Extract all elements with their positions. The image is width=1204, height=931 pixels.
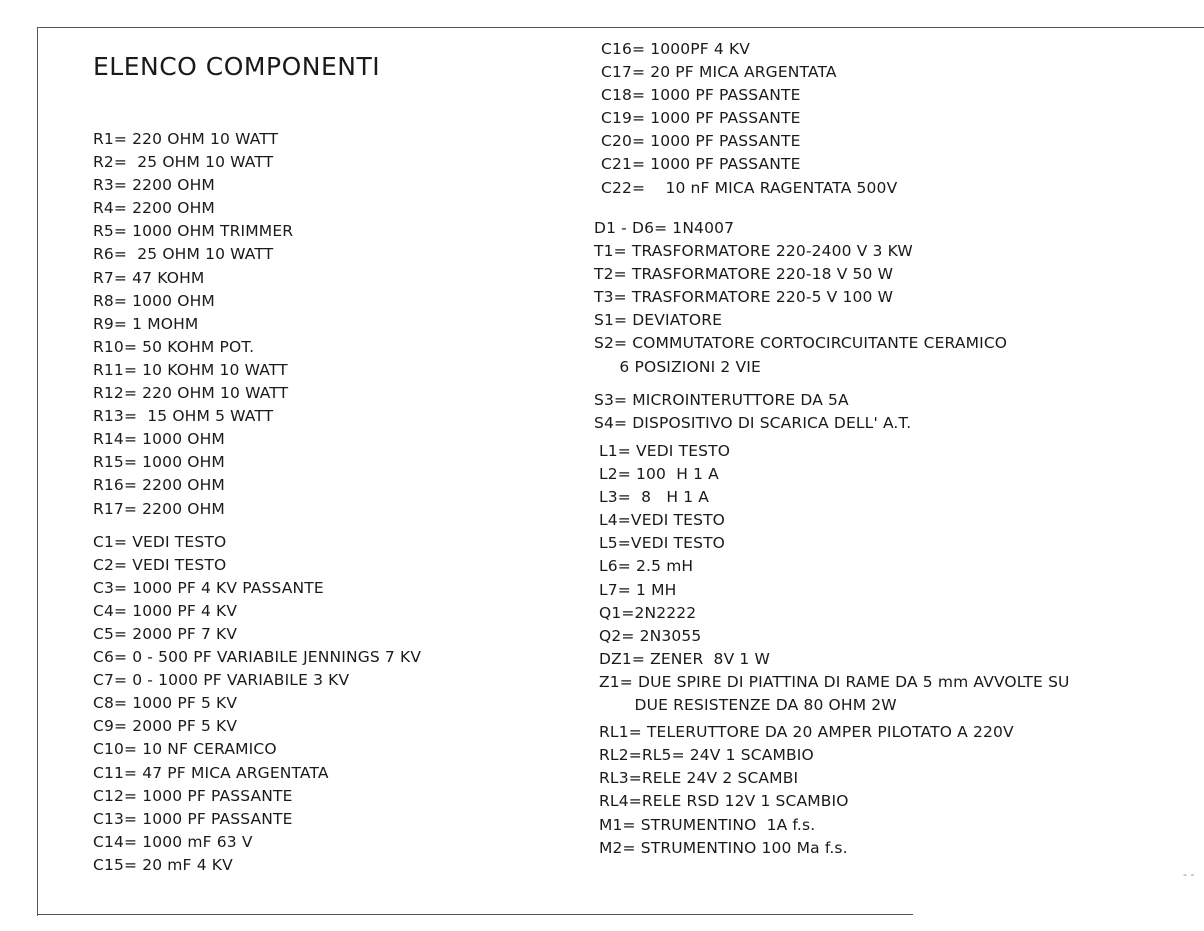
- list-item: L6= 2.5 mH: [599, 557, 694, 576]
- list-item: C2= VEDI TESTO: [93, 555, 227, 574]
- list-item: 6 POSIZIONI 2 VIE: [594, 357, 761, 376]
- list-item: C22= 10 nF MICA RAGENTATA 500V: [601, 178, 898, 197]
- list-item: R3= 2200 OHM: [93, 176, 215, 195]
- list-item: C6= 0 - 500 PF VARIABILE JENNINGS 7 KV: [93, 648, 422, 667]
- bottom-rule: [37, 914, 913, 915]
- list-item: R12= 220 OHM 10 WATT: [93, 384, 289, 403]
- list-item: Z1= DUE SPIRE DI PIATTINA DI RAME DA 5 mm AVVOLTE SU: [599, 672, 1070, 691]
- component-list-capacitors: [601, 38, 897, 200]
- list-item: C12= 1000 PF PASSANTE: [93, 786, 293, 805]
- list-item: R7= 47 KOHM: [93, 268, 205, 287]
- list-item: R10= 50 KOHM POT.: [93, 337, 255, 356]
- list-item: M2= STRUMENTINO 100 Ma f.s.: [599, 838, 848, 857]
- list-item: R14= 1000 OHM: [93, 430, 225, 449]
- page-title: ELENCO COMPONENTI: [93, 52, 381, 81]
- list-item: C4= 1000 PF 4 KV: [93, 601, 238, 620]
- list-item: T1= TRASFORMATORE 220-2400 V 3 KW: [594, 242, 913, 261]
- list-item: RL2=RL5= 24V 1 SCAMBIO: [599, 746, 814, 765]
- list-item: S2= COMMUTATORE CORTOCIRCUITANTE CERAMICO: [594, 334, 1008, 353]
- list-item: R11= 10 KOHM 10 WATT: [93, 360, 288, 379]
- list-item: R4= 2200 OHM: [93, 199, 215, 218]
- list-item: C11= 47 PF MICA ARGENTATA: [93, 763, 329, 782]
- list-item: L1= VEDI TESTO: [599, 442, 731, 460]
- scan-artifact-mark: - -: [1183, 868, 1195, 881]
- list-item: RL1= TELERUTTORE DA 20 AMPER PILOTATO A 220V: [599, 723, 1014, 742]
- component-list-left: [93, 128, 421, 877]
- list-item: L5=VEDI TESTO: [599, 534, 726, 553]
- list-item: DZ1= ZENER 8V 1 W: [599, 649, 770, 668]
- list-item: S1= DEVIATORE: [594, 311, 723, 330]
- list-item: C21= 1000 PF PASSANTE: [601, 155, 801, 174]
- list-item: L4=VEDI TESTO: [599, 511, 726, 530]
- list-item: R6= 25 OHM 10 WATT: [93, 245, 274, 264]
- list-item: Q1=2N2222: [599, 603, 697, 622]
- list-item: RL3=RELE 24V 2 SCAMBI: [599, 769, 799, 788]
- list-item: C13= 1000 PF PASSANTE: [93, 809, 293, 828]
- list-item: L7= 1 MH: [599, 580, 677, 599]
- list-item: R16= 2200 OHM: [93, 476, 225, 495]
- list-item: T3= TRASFORMATORE 220-5 V 100 W: [594, 288, 894, 307]
- list-item: R1= 220 OHM 10 WATT: [93, 130, 279, 148]
- list-item: R13= 15 OHM 5 WATT: [93, 407, 274, 426]
- list-item: D1 - D6= 1N4007: [594, 219, 735, 237]
- list-item: C16= 1000PF 4 KV: [601, 40, 751, 58]
- list-item: R8= 1000 OHM: [93, 291, 215, 310]
- list-item: C3= 1000 PF 4 KV PASSANTE: [93, 578, 324, 597]
- list-item: C18= 1000 PF PASSANTE: [601, 86, 801, 105]
- list-item: C15= 20 mF 4 KV: [93, 855, 233, 874]
- list-item: M1= STRUMENTINO 1A f.s.: [599, 815, 816, 834]
- list-item: T2= TRASFORMATORE 220-18 V 50 W: [594, 265, 894, 284]
- component-list-inductors-relays: [599, 440, 1070, 860]
- list-item: C17= 20 PF MICA ARGENTATA: [601, 63, 837, 82]
- list-item: DUE RESISTENZE DA 80 OHM 2W: [599, 696, 897, 715]
- list-item: C8= 1000 PF 5 KV: [93, 694, 238, 713]
- list-item: C1= VEDI TESTO: [93, 532, 227, 551]
- list-item: R2= 25 OHM 10 WATT: [93, 153, 274, 172]
- list-item: R15= 1000 OHM: [93, 453, 225, 472]
- list-item: R9= 1 MOHM: [93, 314, 199, 333]
- list-item: C19= 1000 PF PASSANTE: [601, 109, 801, 128]
- component-list-semiconductors-switches: [594, 217, 1007, 435]
- list-item: C20= 1000 PF PASSANTE: [601, 132, 801, 151]
- list-item: C14= 1000 mF 63 V: [93, 832, 253, 851]
- list-item: L3= 8 H 1 A: [599, 488, 710, 507]
- list-item: C10= 10 NF CERAMICO: [93, 740, 277, 759]
- list-item: RL4=RELE RSD 12V 1 SCAMBIO: [599, 792, 849, 811]
- list-item: L2= 100 H 1 A: [599, 465, 719, 484]
- list-item: S3= MICROINTERUTTORE DA 5A: [594, 390, 849, 409]
- list-item: C9= 2000 PF 5 KV: [93, 717, 238, 736]
- list-item: Q2= 2N3055: [599, 626, 702, 645]
- list-item: R17= 2200 OHM: [93, 499, 225, 518]
- list-item: C7= 0 - 1000 PF VARIABILE 3 KV: [93, 671, 350, 690]
- list-item: C5= 2000 PF 7 KV: [93, 624, 238, 643]
- list-item: S4= DISPOSITIVO DI SCARICA DELL' A.T.: [594, 413, 912, 432]
- list-item: R5= 1000 OHM TRIMMER: [93, 222, 294, 241]
